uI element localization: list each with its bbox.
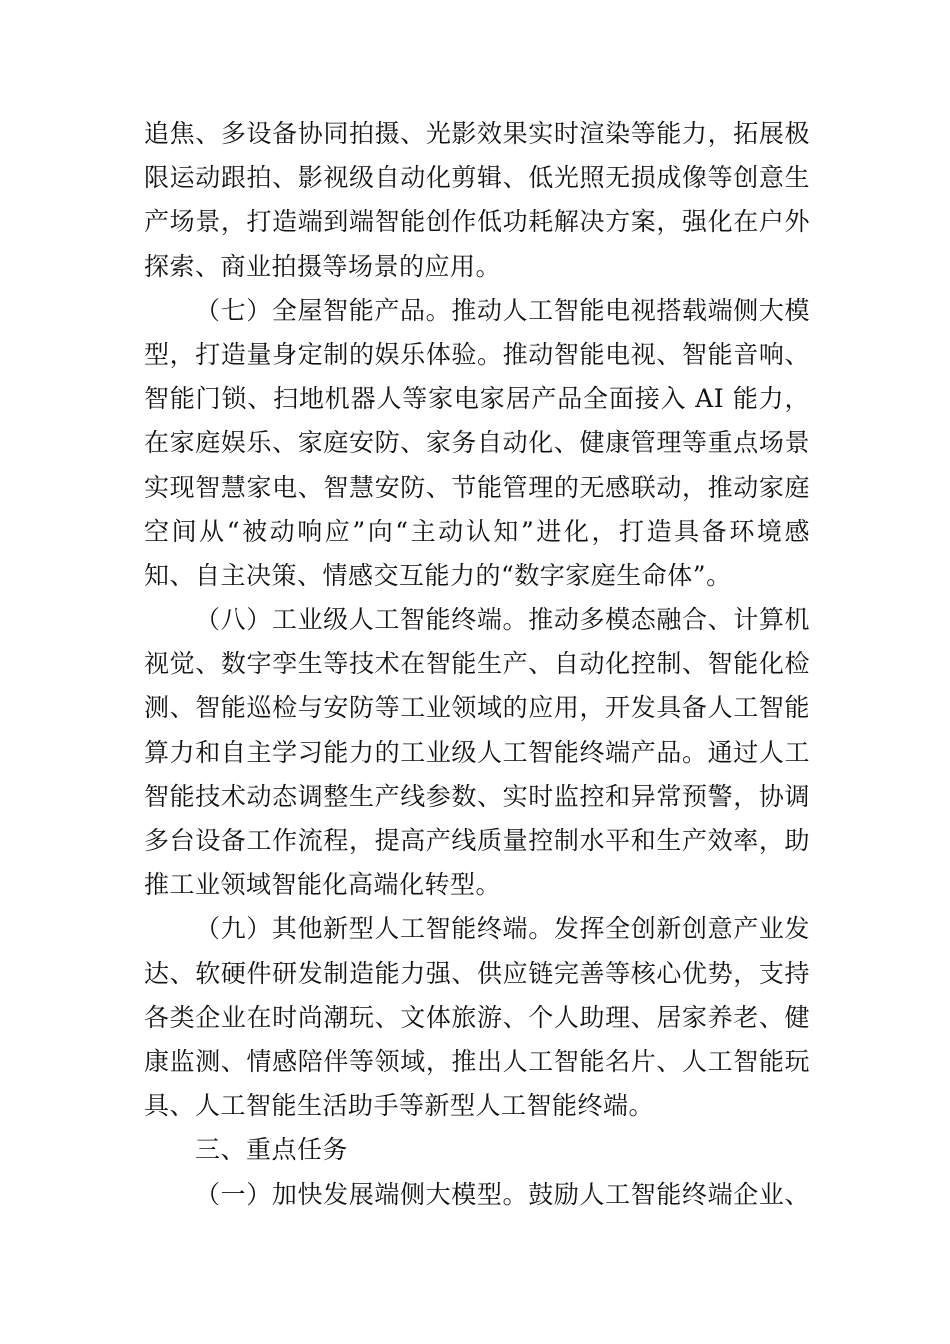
text-line: 知、自主决策、情感交互能力的“数字家庭生命体”。 <box>144 560 732 590</box>
text-line: 在家庭娱乐、家庭安防、家务自动化、健康管理等重点场景 <box>144 428 810 458</box>
text-line: （七）全屋智能产品。推动人工智能电视搭载端侧大模 <box>195 295 810 325</box>
paragraph-other-terminals <box>144 907 810 1128</box>
text-line: 探索、商业拍摄等场景的应用。 <box>144 251 502 281</box>
text-line: 产场景，打造端到端智能创作低功耗解决方案，强化在户外 <box>144 207 810 237</box>
text-line: 算力和自主学习能力的工业级人工智能终端产品。通过人工 <box>144 737 810 767</box>
text-line: （八）工业级人工智能终端。推动多模态融合、计算机 <box>195 605 810 635</box>
paragraph-edge-model <box>144 1173 810 1217</box>
section-heading-key-tasks <box>144 1128 810 1172</box>
text-line: 实现智慧家电、智慧安防、节能管理的无感联动，推动家庭 <box>144 472 810 502</box>
text-line: 康监测、情感陪伴等领域，推出人工智能名片、人工智能玩 <box>144 1046 810 1076</box>
heading-line: 三、重点任务 <box>195 1135 349 1165</box>
document-page <box>144 112 810 1217</box>
text-line: 空间从“被动响应”向“主动认知”进化，打造具备环境感 <box>144 516 810 546</box>
text-line: 多台设备工作流程，提高产线质量控制水平和生产效率，助 <box>144 826 810 855</box>
text-line: 追焦、多设备协同拍摄、光影效果实时渲染等能力，拓展极 <box>144 119 810 148</box>
paragraph-industrial-terminal <box>144 598 810 907</box>
text-line: （一）加快发展端侧大模型。鼓励人工智能终端企业、 <box>195 1179 810 1209</box>
text-line: 推工业领域智能化高端化转型。 <box>144 870 502 900</box>
paragraph-camera-continuation <box>144 112 810 289</box>
paragraph-whole-house-smart <box>144 289 810 598</box>
text-line: 视觉、数字孪生等技术在智能生产、自动化控制、智能化检 <box>144 649 810 679</box>
text-line: 各类企业在时尚潮玩、文体旅游、个人助理、居家养老、健 <box>144 1002 810 1032</box>
text-line: （九）其他新型人工智能终端。发挥全创新创意产业发 <box>195 914 810 944</box>
text-line: 具、人工智能生活助手等新型人工智能终端。 <box>144 1091 655 1121</box>
text-line: 智能技术动态调整生产线参数、实时监控和异常预警，协调 <box>144 781 810 811</box>
text-line: 测、智能巡检与安防等工业领域的应用，开发具备人工智能 <box>144 693 810 723</box>
text-line: 型，打造量身定制的娱乐体验。推动智能电视、智能音响、 <box>144 339 810 369</box>
text-line: 智能门锁、扫地机器人等家电家居产品全面接入 AI 能力， <box>144 384 810 414</box>
text-line: 达、软硬件研发制造能力强、供应链完善等核心优势，支持 <box>144 958 810 988</box>
text-line: 限运动跟拍、影视级自动化剪辑、低光照无损成像等创意生 <box>144 163 810 193</box>
